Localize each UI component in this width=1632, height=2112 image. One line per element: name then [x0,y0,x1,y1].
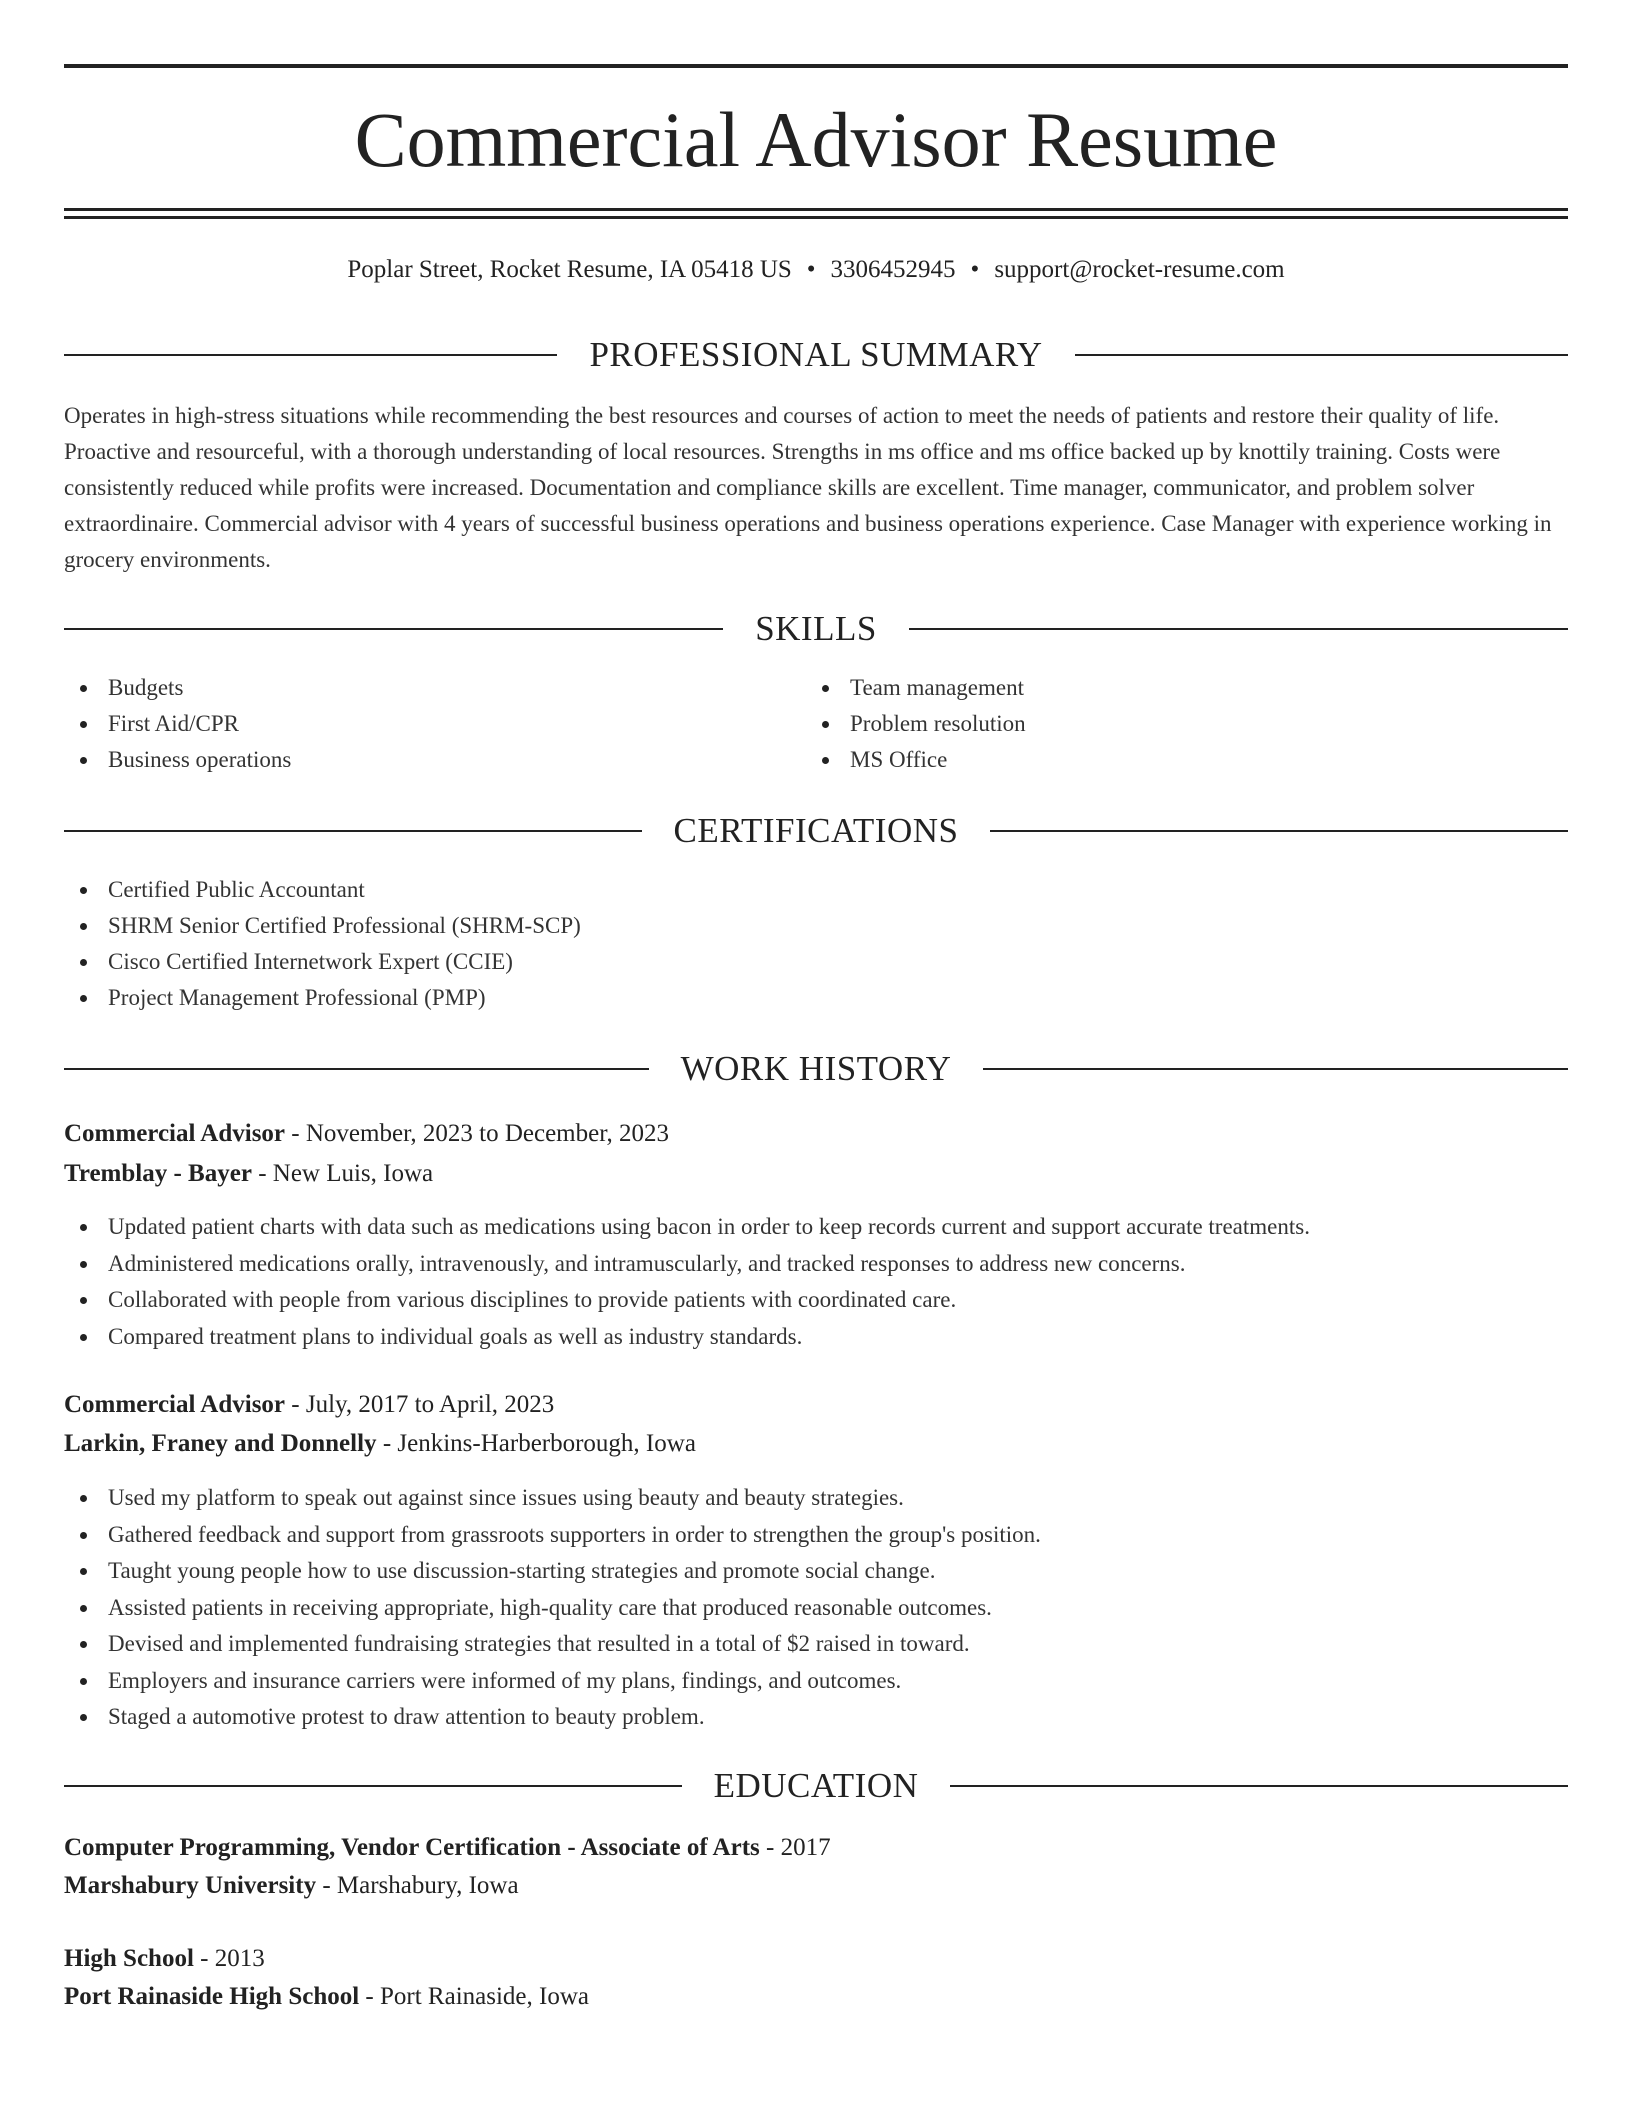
job-bullet: Used my platform to speak out against since issues using beauty and beauty strategies. [64,1480,1568,1517]
job-title-line [64,1386,554,1424]
heading-rule-left [64,830,642,832]
skills-heading [64,609,1568,649]
education-degree-line [64,1940,265,1978]
summary-heading [64,335,1568,375]
education-degree-line [64,1829,831,1867]
skill-item: Business operations [64,742,764,778]
heading-rule-right [950,1785,1568,1787]
contact-line [64,254,1568,286]
job-bullet: Compared treatment plans to individual goals as well as industry standards. [64,1319,1568,1356]
heading-rule-right [1075,354,1568,356]
skill-item: Problem resolution [806,706,1506,742]
education-location: - Port Rainaside, Iowa [365,1983,589,2010]
title-double-rule-top [64,208,1568,211]
job-bullet: Devised and implemented fundraising strategies that resulted in a total of $2 raised in toward. [64,1626,1568,1663]
summary-text: Operates in high-stress situations while recommending the best resources and courses of action to meet the needs of patients and restore their quality of life. Proactive and resourceful, with a thorough understanding of local resources. Strengths in ms office and ms office backed up by knottily training. Costs were consistently reduced while profits were increased. Documentation and compliance skills are excellent. Time manager, communicator, and problem solver extraordinaire. Commercial advisor with 4 years of successful business operations and business operations experience. Case Manager with experience working in grocery environments. [64,403,1552,572]
job-company: Larkin, Franey and Donnelly [64,1430,377,1457]
job-bullet: Assisted patients in receiving appropriate, high-quality care that produced reasonable outcomes. [64,1590,1568,1627]
job-company-line [64,1425,696,1463]
education-year: - 2013 [200,1945,265,1972]
contact-email: support@rocket-resume.com [994,256,1285,283]
contact-address: Poplar Street, Rocket Resume, IA 05418 US [347,256,792,283]
top-rule [64,64,1568,68]
job-bullets [64,1209,1568,1355]
job-bullet: Taught young people how to use discussion-starting strategies and promote social change. [64,1553,1568,1590]
job-bullet: Employers and insurance carriers were informed of my plans, findings, and outcomes. [64,1663,1568,1700]
certification-item: Project Management Professional (PMP) [64,980,1568,1016]
heading-rule-left [64,628,723,630]
job-title-line [64,1115,669,1153]
job-bullet: Gathered feedback and support from grassroots supporters in order to strengthen the group's position. [64,1517,1568,1554]
education-heading [64,1766,1568,1806]
resume-title: Commercial Advisor Resume [354,96,1278,183]
contact-separator: • [970,256,980,283]
job-bullet: Collaborated with people from various disciplines to provide patients with coordinated care. [64,1282,1568,1319]
heading-rule-right [983,1068,1568,1070]
job-company: Tremblay - Bayer [64,1160,252,1187]
work-heading-label: WORK HISTORY [680,1049,952,1088]
skills-list-right [806,670,1506,778]
heading-rule-right [990,830,1568,832]
certifications-heading [64,811,1568,851]
job-location: - Jenkins-Harberborough, Iowa [382,1430,696,1457]
summary-heading-label: PROFESSIONAL SUMMARY [589,335,1043,374]
work-heading [64,1049,1568,1089]
education-degree: Computer Programming, Vendor Certification - Associate of Arts [64,1834,760,1861]
education-location: - Marshabury, Iowa [322,1872,519,1899]
job-bullet: Administered medications orally, intravenously, and intramuscularly, and tracked responses to address new concerns. [64,1246,1568,1283]
certification-item: SHRM Senior Certified Professional (SHRM-SCP) [64,908,1568,944]
contact-separator: • [806,256,816,283]
title-double-rule-bottom [64,216,1568,219]
education-school: Port Rainaside High School [64,1983,360,2010]
education-school-line [64,1978,589,2016]
heading-rule-left [64,354,557,356]
job-title: Commercial Advisor [64,1120,286,1147]
certification-item: Certified Public Accountant [64,872,1568,908]
job-title: Commercial Advisor [64,1391,286,1418]
job-location: - New Luis, Iowa [258,1160,434,1187]
job-dates: - July, 2017 to April, 2023 [291,1391,555,1418]
job-bullet: Updated patient charts with data such as medications using bacon in order to keep records current and support accurate treatments. [64,1209,1568,1246]
skills-heading-label: SKILLS [755,609,877,648]
heading-rule-left [64,1785,682,1787]
job-company-line [64,1155,433,1193]
job-dates: - November, 2023 to December, 2023 [291,1120,670,1147]
certification-item: Cisco Certified Internetwork Expert (CCIE) [64,944,1568,980]
education-year: - 2017 [766,1834,831,1861]
education-heading-label: EDUCATION [713,1766,919,1805]
education-school-line [64,1867,519,1905]
heading-rule-left [64,1068,649,1070]
job-bullets [64,1480,1568,1736]
certifications-heading-label: CERTIFICATIONS [673,811,959,850]
skills-list-left [64,670,764,778]
skill-item: First Aid/CPR [64,706,764,742]
contact-phone: 3306452945 [830,256,956,283]
heading-rule-right [909,628,1568,630]
skill-item: MS Office [806,742,1506,778]
job-bullet: Staged a automotive protest to draw attention to beauty problem. [64,1699,1568,1736]
skill-item: Team management [806,670,1506,706]
education-degree: High School [64,1945,194,1972]
certifications-list [64,872,1568,1016]
education-school: Marshabury University [64,1872,317,1899]
skill-item: Budgets [64,670,764,706]
